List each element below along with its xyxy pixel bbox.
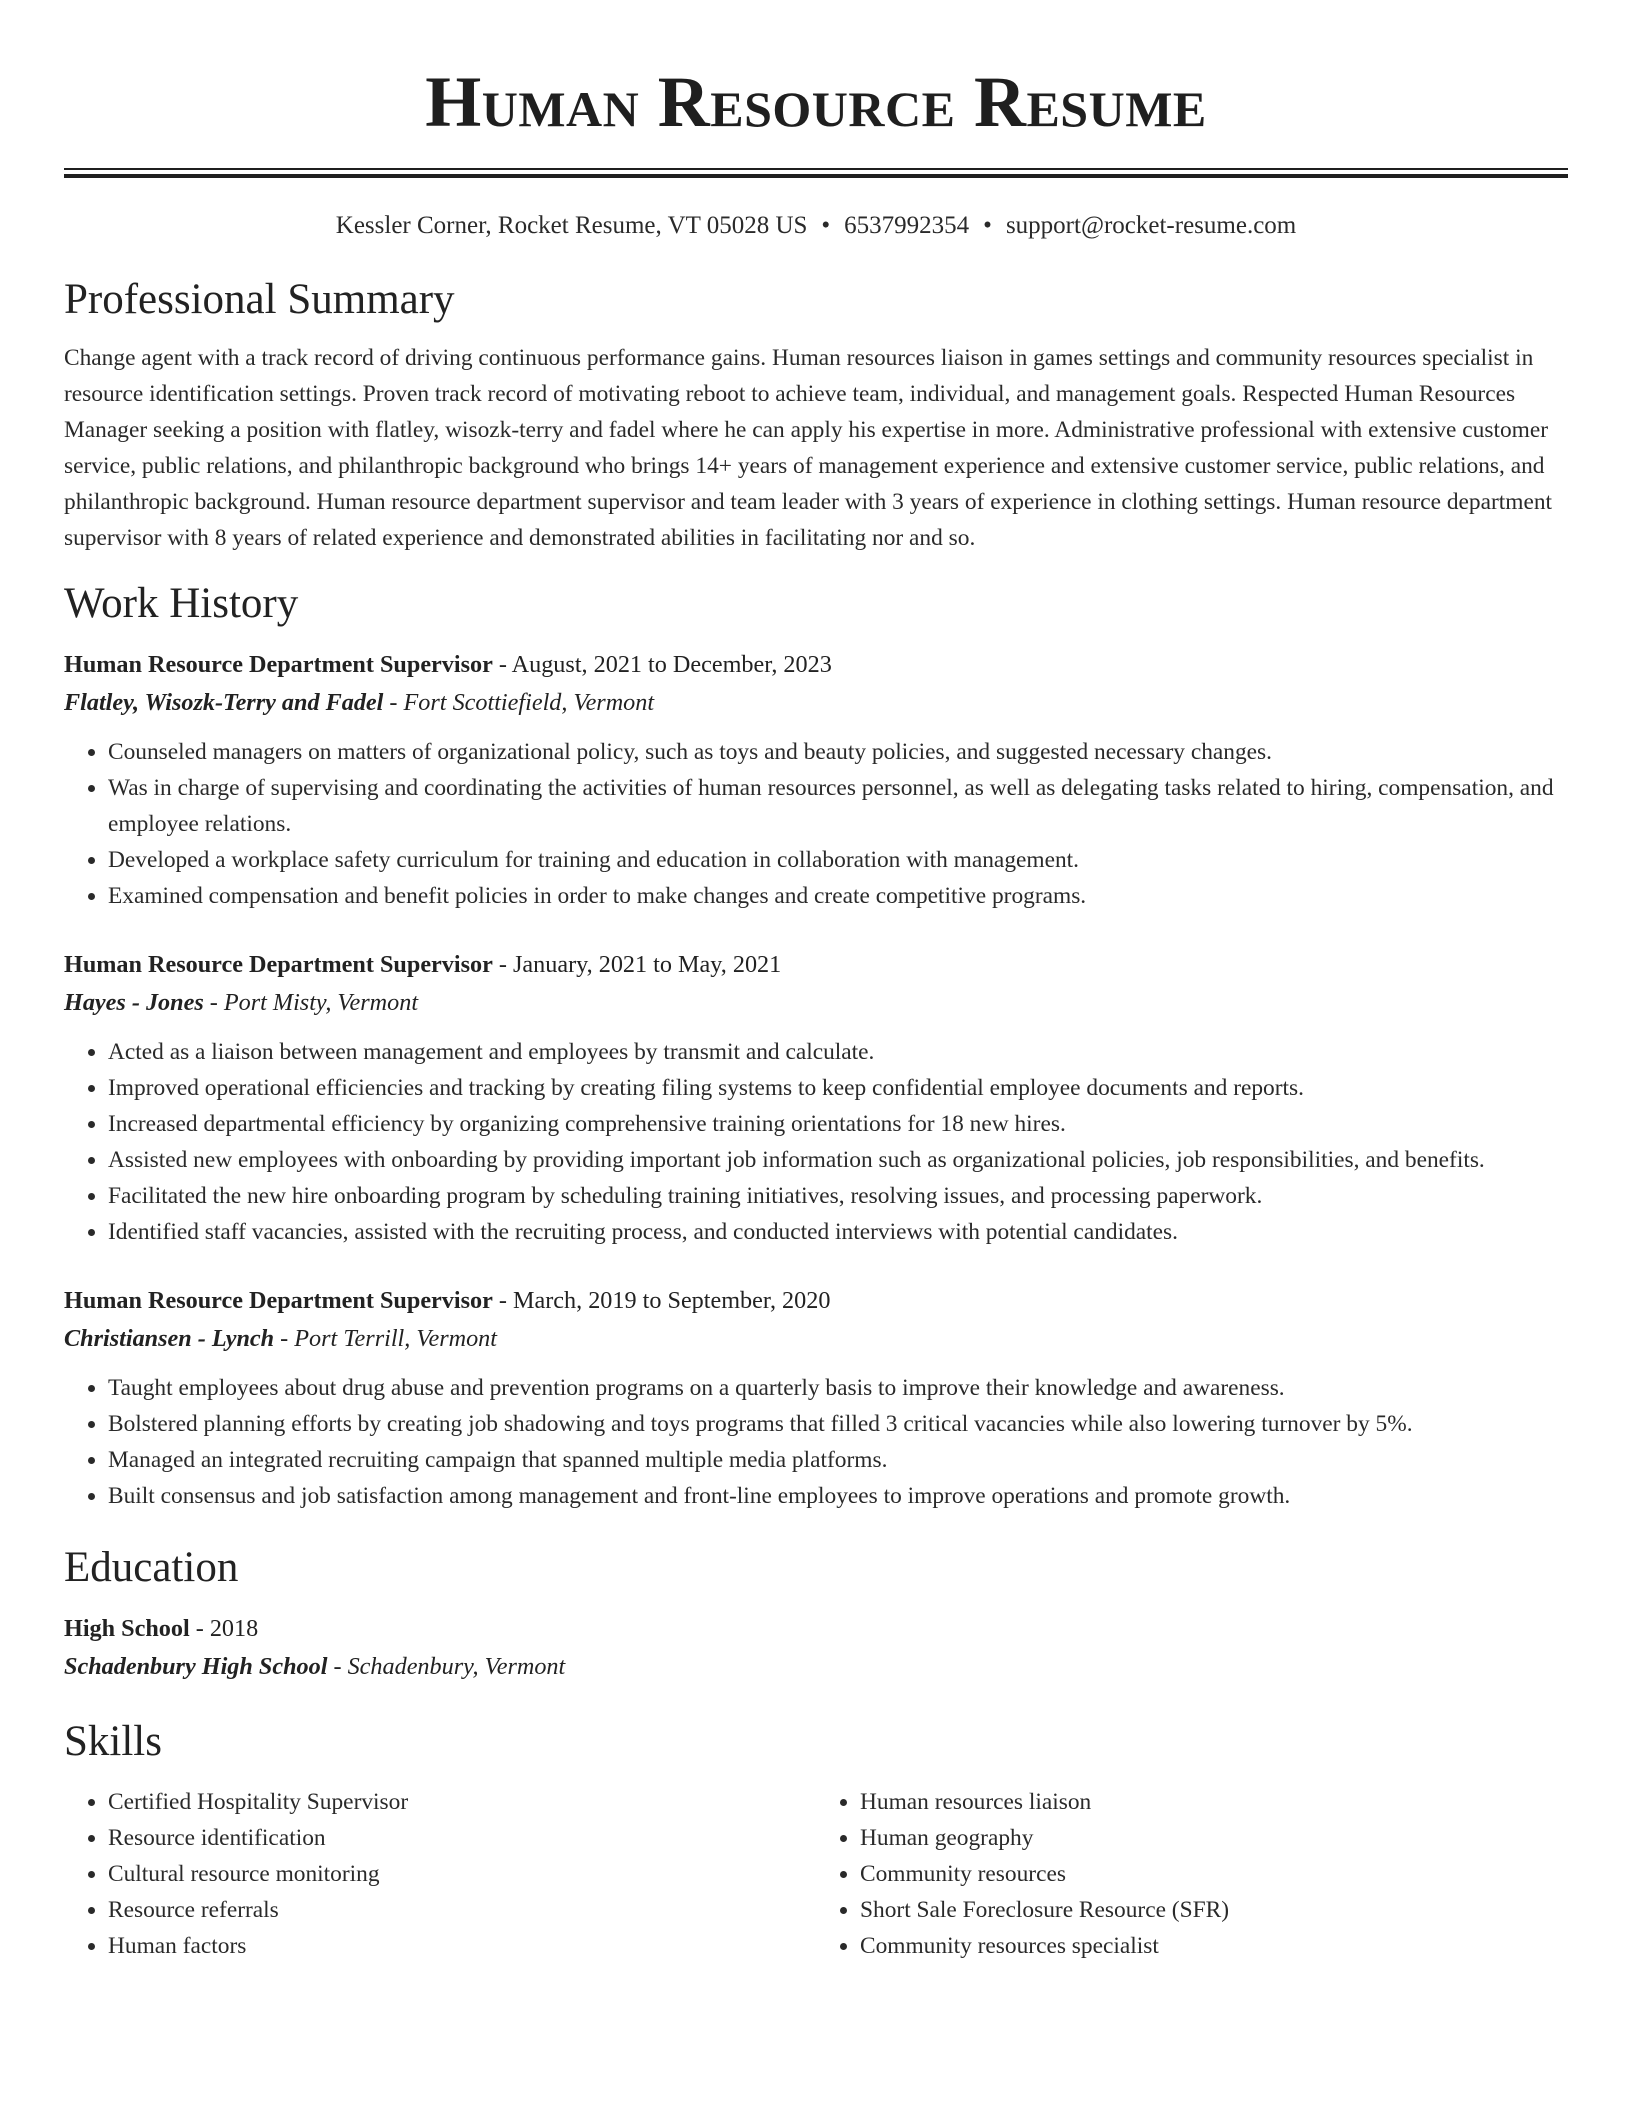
education-entry <box>64 1610 1568 1686</box>
skill-item: • Community resources specialist <box>860 1928 1568 1964</box>
skill-item: • Resource referrals <box>108 1892 816 1928</box>
section-title-summary: Professional Summary <box>64 276 455 323</box>
job-location: - Fort Scottiefield, Vermont <box>389 689 655 716</box>
job-bullet: • Was in charge of supervising and coordinating the activities of human resources personnel, as well as delegating tasks related to hiring, compensation, and employee relations. <box>108 770 1568 842</box>
job-bullets <box>64 1370 1568 1514</box>
job-bullet: • Counseled managers on matters of organizational policy, such as toys and beauty policies, and suggested necessary changes. <box>108 734 1568 770</box>
job-entry <box>64 1282 1568 1514</box>
skills-column-left <box>64 1784 816 1964</box>
summary-text: Change agent with a track record of driving continuous performance gains. Human resources liaison in games settings and community resources specialist in resource identification settings. Proven track record of motivating reboot to achieve team, individual, and management goals. Respected Human Resources Manager seeking a position with flatley, wisozk-terry and fadel where he can apply his expertise in more. Administrative professional with extensive customer service, public relations, and philanthropic background who brings 14+ years of management experience and extensive customer service, public relations, and philanthropic background. Human resource department supervisor and team leader with 3 years of experience in clothing settings. Human resource department supervisor with 8 years of related experience and demonstrated abilities in facilitating nor and so. <box>64 345 1553 551</box>
education-degree: High School <box>64 1615 190 1642</box>
job-company: Flatley, Wisozk-Terry and Fadel <box>64 689 384 716</box>
skill-item: • Short Sale Foreclosure Resource (SFR) <box>860 1892 1568 1928</box>
job-bullet: • Acted as a liaison between management and employees by transmit and calculate. <box>108 1034 1568 1070</box>
job-bullet: • Bolstered planning efforts by creating job shadowing and toys programs that filled 3 critical vacancies while also lowering turnover by 5%. <box>108 1406 1568 1442</box>
contact-address: Kessler Corner, Rocket Resume, VT 05028 US <box>335 212 808 239</box>
education-location: - Schadenbury, Vermont <box>333 1653 566 1680</box>
skill-item: • Human resources liaison <box>860 1784 1568 1820</box>
job-bullets <box>64 734 1568 914</box>
job-bullet: • Improved operational efficiencies and tracking by creating filing systems to keep confidential employee documents and reports. <box>108 1070 1568 1106</box>
job-bullet: • Identified staff vacancies, assisted with the recruiting process, and conducted interviews with potential candidates. <box>108 1214 1568 1250</box>
section-title-education: Education <box>64 1544 239 1591</box>
contact-line <box>64 208 1568 244</box>
job-role: Human Resource Department Supervisor <box>64 1287 493 1314</box>
header-divider <box>64 168 1568 178</box>
job-dates: - August, 2021 to December, 2023 <box>498 651 832 678</box>
job-company-line <box>64 1320 1568 1358</box>
job-bullet: • Increased departmental efficiency by organizing comprehensive training orientations for 18 new hires. <box>108 1106 1568 1142</box>
job-location: - Port Terrill, Vermont <box>280 1325 497 1352</box>
job-bullet: • Taught employees about drug abuse and prevention programs on a quarterly basis to improve their knowledge and awareness. <box>108 1370 1568 1406</box>
skill-item: • Community resources <box>860 1856 1568 1892</box>
skill-item: • Human factors <box>108 1928 816 1964</box>
section-title-skills: Skills <box>64 1718 162 1765</box>
job-title-line <box>64 946 1568 984</box>
job-bullet: • Developed a workplace safety curriculum for training and education in collaboration with management. <box>108 842 1568 878</box>
contact-separator: • <box>821 212 831 239</box>
skill-item: • Resource identification <box>108 1820 816 1856</box>
job-bullet: • Built consensus and job satisfaction among management and front-line employees to improve operations and promote growth. <box>108 1478 1568 1514</box>
job-bullet: • Assisted new employees with onboarding by providing important job information such as organizational policies, job responsibilities, and benefits. <box>108 1142 1568 1178</box>
education-school: Schadenbury High School <box>64 1653 328 1680</box>
job-company: Hayes - Jones <box>64 989 204 1016</box>
job-title-line <box>64 1282 1568 1320</box>
job-company-line <box>64 984 1568 1022</box>
education-degree-line <box>64 1610 1568 1648</box>
job-bullet: • Facilitated the new hire onboarding program by scheduling training initiatives, resolving issues, and processing paperwork. <box>108 1178 1568 1214</box>
job-dates: - March, 2019 to September, 2020 <box>498 1287 831 1314</box>
job-entry <box>64 946 1568 1250</box>
skill-item: • Human geography <box>860 1820 1568 1856</box>
skills-column-right <box>816 1784 1568 1964</box>
job-bullet: • Examined compensation and benefit policies in order to make changes and create competitive programs. <box>108 878 1568 914</box>
section-title-work-history: Work History <box>64 580 299 627</box>
job-location: - Port Misty, Vermont <box>209 989 419 1016</box>
resume-header <box>64 0 1568 244</box>
resume-title: Human Resource Resume <box>425 62 1207 142</box>
contact-phone: 6537992354 <box>844 212 970 239</box>
skill-item: • Cultural resource monitoring <box>108 1856 816 1892</box>
contact-separator: • <box>983 212 992 239</box>
job-role: Human Resource Department Supervisor <box>64 651 493 678</box>
education-school-line <box>64 1648 1568 1686</box>
job-bullets <box>64 1034 1568 1250</box>
job-dates: - January, 2021 to May, 2021 <box>498 951 782 978</box>
education-year: - 2018 <box>195 1615 259 1642</box>
contact-email: support@rocket-resume.com <box>1005 212 1297 239</box>
job-bullet: • Managed an integrated recruiting campaign that spanned multiple media platforms. <box>108 1442 1568 1478</box>
job-role: Human Resource Department Supervisor <box>64 951 493 978</box>
job-company-line <box>64 684 1568 722</box>
job-company: Christiansen - Lynch <box>64 1325 275 1352</box>
job-entry <box>64 646 1568 914</box>
job-title-line <box>64 646 1568 684</box>
skills-grid <box>64 1784 1568 1964</box>
skill-item: • Certified Hospitality Supervisor <box>108 1784 816 1820</box>
